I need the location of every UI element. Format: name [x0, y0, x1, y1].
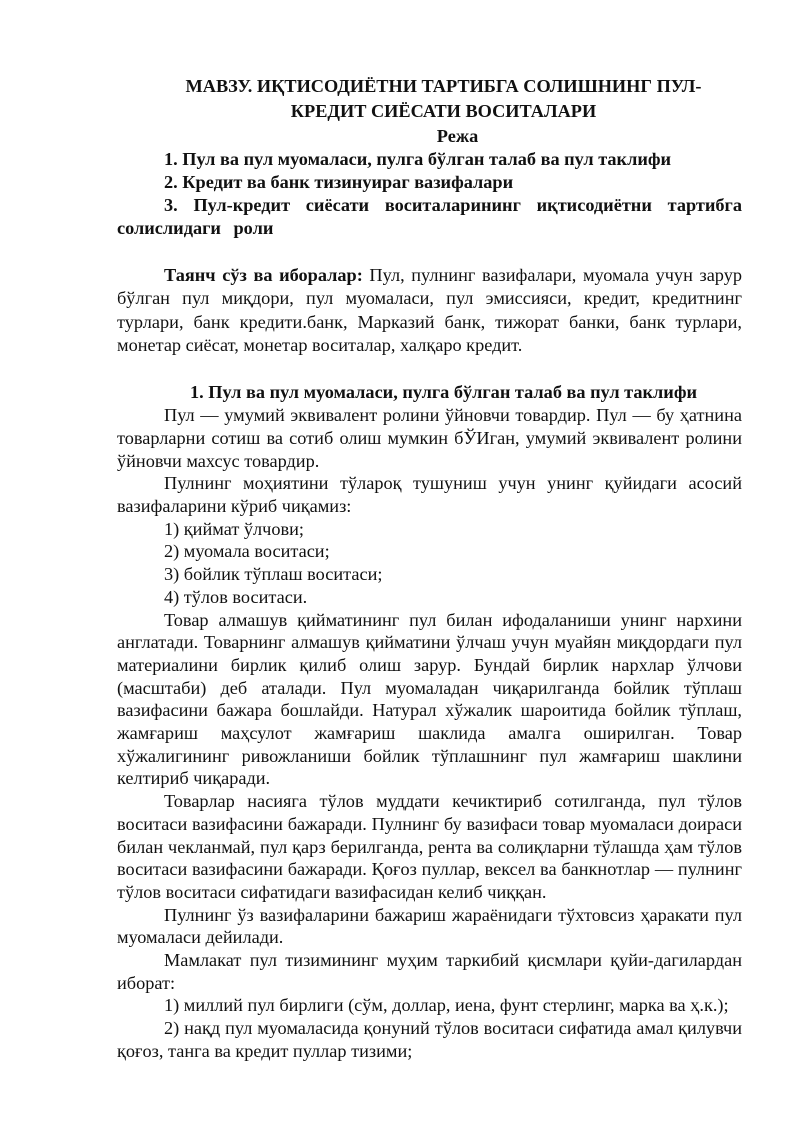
function-item-1: 1) қиймат ўлчови; — [164, 518, 304, 539]
title-line-1: МАВЗУ. ИҚТИСОДИЁТНИ ТАРТИБГА СОЛИШНИНГ ПУЛ- — [185, 76, 702, 96]
document-title — [117, 74, 742, 124]
keywords-paragraph — [117, 264, 742, 357]
section-1-heading: 1. Пул ва пул муомаласи, пулга бўлган талаб ва пул таклифи — [189, 382, 698, 403]
paragraph-payment-means: Товарлар насияга тўлов муддати кечиктириб сотилганда, пул тўлов воситаси вазифасини бажаради. Пулнинг бу вазифаси товар муомаласи доираси билан чекланмай, пул қарз берилганда, рента ва солиқларни тўлашда ҳам тўлов воситаси вазифасини бажаради. Қоғоз пуллар, вексел ва банкнотлар — пулнинг тўлов воситаси сифатидаги вазифасидан келиб чиққан. — [117, 791, 742, 902]
plan-heading: Режа — [436, 126, 479, 146]
title-line-2: КРЕДИТ СИЁСАТИ ВОСИТАЛАРИ — [290, 101, 597, 121]
paragraph-money-definition: Пул — умумий эквивалент ролини ўйновчи товардир. Пул — бу ҳатнина товарларни сотиш ва сотиб олиш мумкин бЎИган, умумий эквивалент ролини ўйновчи махсус товардир. — [117, 405, 742, 471]
keywords-text: Пул, пулнинг вазифалари, муомала учун зарур бўлган пул миқдори, пул муомаласи, пул эмиссияси, кредит, кредитнинг турлари, банк кредити.банк, Марказий банк, тижорат банки, банк турлари, монетар сиёсат, монетар воситалар, халқаро кредит. — [117, 265, 742, 355]
function-item-2: 2) муомала воситаси; — [164, 541, 330, 562]
keywords-label: Таянч сўз ва иборалар: — [164, 265, 363, 285]
paragraph-money-system-item-2: 2) нақд пул муомаласида қонуний тўлов воситаси сифатида амал қилувчи қоғоз, танга ва кредит пуллар тизими; — [117, 1018, 742, 1061]
function-item-4: 4) тўлов воситаси. — [164, 586, 308, 607]
paragraph-circulation: Пулнинг ўз вазифаларини бажариш жараёнидаги тўхтовсиз ҳаракати пул муомаласи дейилади. — [117, 904, 742, 948]
paragraph-money-system-intro: Мамлакат пул тизимининг муҳим таркибий қисмлари қуйи-дагилардан иборат: — [117, 950, 742, 993]
paragraph-value-measure: Товар алмашув қийматининг пул билан ифодаланиши унинг нархини англатади. Товарнинг алмашув қийматини ўлчаш учун муайян миқдордаги пул материалини бирлик қилиб олиш зарур. Бундай бирлик нархлар ўлчови (масштаби) деб аталади. Пул муомаладан чиқарилганда бойлик тўплаш вазифасини бажара бошлайди. Натурал хўжалик шароитида бойлик тўплаш, жамғариш маҳсулот жамғариш шаклида амалга оширилган. Товар хўжалигининг ривожланиши бойлик тўплашнинг пул жамғариш шаклини келтириб чиқаради. — [117, 609, 742, 789]
plan-item-1: 1. Пул ва пул муомаласи, пулга бўлган талаб ва пул таклифи — [164, 149, 672, 169]
function-item-3: 3) бойлик тўплаш воситаси; — [164, 564, 383, 585]
paragraph-money-system-item-1: 1) миллий пул бирлиги (сўм, доллар, иена, фунт стерлинг, марка ва ҳ.к.); — [164, 995, 729, 1016]
paragraph-functions-intro: Пулнинг моҳиятини тўлароқ тушуниш учун унинг қуйидаги асосий вазифаларини кўриб чиқамиз: — [117, 473, 742, 516]
plan-item-3: 3. Пул-кредит сиёсати воситаларининг иқтисодиётни тартибга солислидаги роли — [117, 195, 742, 238]
plan-item-2: 2. Кредит ва банк тизинуираг вазифалари — [164, 172, 514, 192]
document-page — [117, 74, 742, 1063]
